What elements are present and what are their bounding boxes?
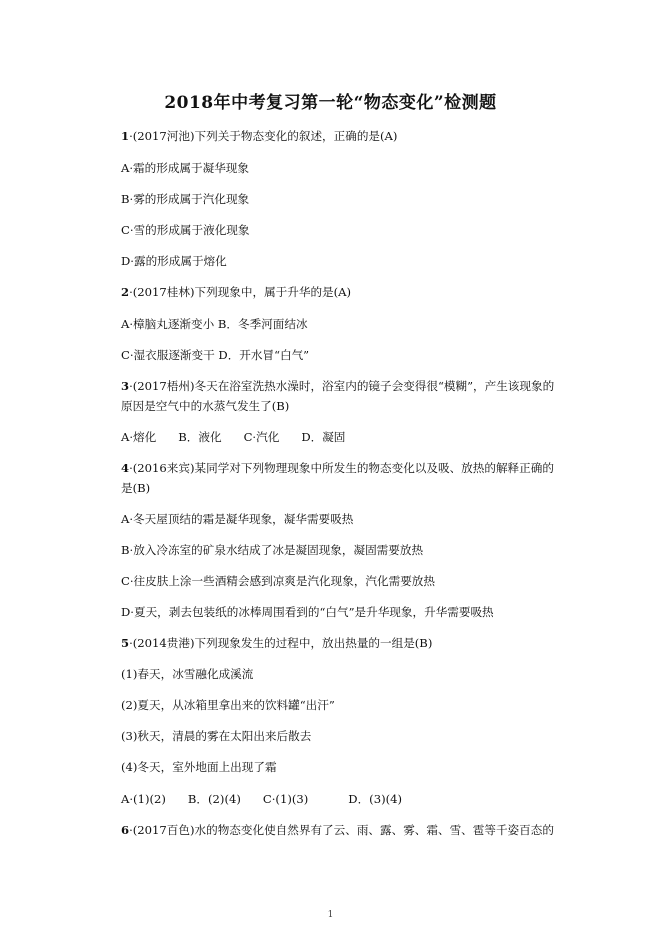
question-5-option-a: A·(1)(2) [121, 792, 166, 806]
question-1-option-a: A·霜的形成属于凝华现象 [121, 161, 249, 175]
question-4-number: 4 [121, 461, 130, 475]
question-1-text: ·(2017河池)下列关于物态变化的叙述，正确的是(A) [129, 129, 398, 143]
question-1-option-b: B·雾的形成属于汽化现象 [121, 192, 250, 206]
question-3-text-line2: 原因是空气中的水蒸气发生了(B) [121, 399, 290, 413]
question-4-option-a: A·冬天屋顶结的霜是凝华现象，凝华需要吸热 [121, 512, 354, 526]
question-5-stem [121, 635, 432, 651]
question-5-number: 5 [121, 636, 130, 650]
question-6-stem [121, 822, 554, 838]
question-4-option-b: B·放入冷冻室的矿泉水结成了冰是凝固现象，凝固需要放热 [121, 543, 424, 557]
question-3-options [121, 429, 345, 445]
question-2-options-cd: C·湿衣服逐渐变干 D．开水冒“白气” [121, 348, 310, 362]
question-1-number: 1 [121, 129, 130, 143]
question-5-item-2: (2)夏天，从冰箱里拿出来的饮料罐“出汗” [121, 698, 335, 712]
question-3-stem [121, 378, 554, 394]
question-5-item-3: (3)秋天，清晨的雾在太阳出来后散去 [121, 729, 312, 743]
question-4-option-c: C·往皮肤上涂一些酒精会感到凉爽是汽化现象，汽化需要放热 [121, 574, 435, 588]
question-2-options-ab: A·樟脑丸逐渐变小 B．冬季河面结冰 [121, 317, 308, 331]
question-4-text-line1: ·(2016来宾)某同学对下列物理现象中所发生的物态变化以及吸、放热的解释正确的 [129, 461, 554, 475]
question-6-number: 6 [121, 823, 130, 837]
question-1-option-c: C·雪的形成属于液化现象 [121, 223, 250, 237]
question-4-option-d: D·夏天，剥去包装纸的冰棒周围看到的“白气”是升华现象，升华需要吸热 [121, 605, 494, 619]
question-3-option-b: B．液化 [178, 430, 222, 444]
page-number: 1 [327, 910, 334, 920]
question-4-stem [121, 460, 554, 476]
question-3-text-line1: ·(2017梧州)冬天在浴室洗热水澡时，浴室内的镜子会变得很“模糊”，产生该现象的 [129, 379, 555, 393]
question-2-number: 2 [121, 285, 130, 299]
question-3-number: 3 [121, 379, 130, 393]
question-1-option-d: D·露的形成属于熔化 [121, 254, 227, 268]
question-5-text: ·(2014贵港)下列现象发生的过程中，放出热量的一组是(B) [129, 636, 433, 650]
question-5-option-c: C·(1)(3) [262, 792, 309, 806]
question-4-text-line2: 是(B) [121, 481, 151, 495]
question-2-stem [121, 284, 351, 300]
question-3-option-d: D．凝固 [301, 430, 346, 444]
page-title: 2018年中考复习第一轮“物态变化”检测题 [164, 93, 497, 113]
question-1-stem [121, 128, 397, 144]
question-6-text: ·(2017百色)水的物态变化使自然界有了云、雨、露、雾、霜、雪、雹等千姿百态的 [129, 823, 554, 837]
question-5-item-1: (1)春天，冰雪融化成溪流 [121, 667, 254, 681]
question-5-option-b: B．(2)(4) [187, 792, 241, 806]
question-5-options [121, 791, 402, 807]
question-3-option-a: A·熔化 [121, 430, 157, 444]
question-3-option-c: C·汽化 [243, 430, 280, 444]
question-5-item-4: (4)冬天，室外地面上出现了霜 [121, 760, 277, 774]
question-2-text: ·(2017桂林)下列现象中，属于升华的是(A) [129, 285, 352, 299]
question-5-option-d: D．(3)(4) [348, 792, 403, 806]
